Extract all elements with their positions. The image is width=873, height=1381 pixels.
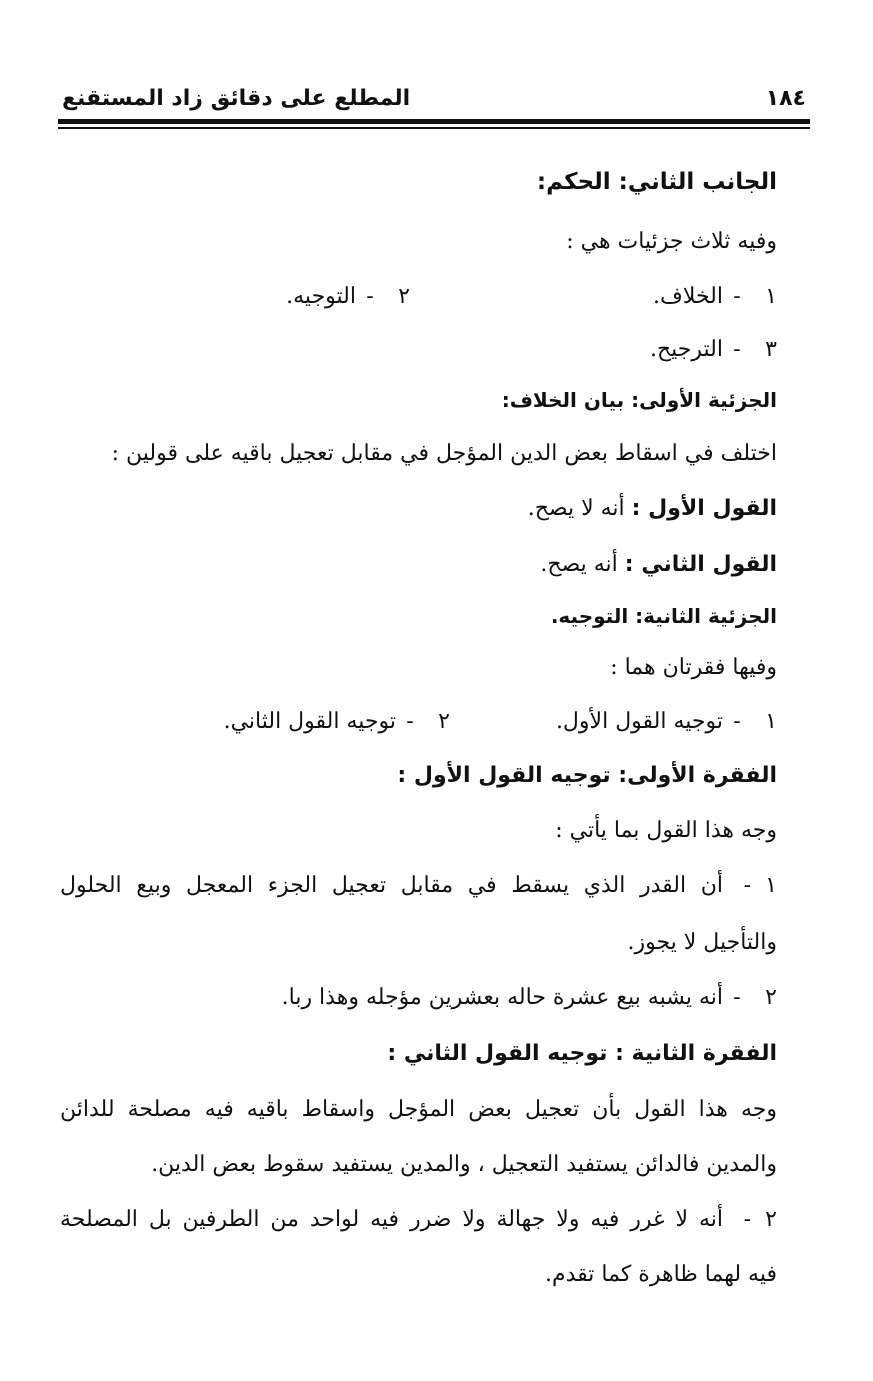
page-header <box>60 84 808 120</box>
list1-item-2: ٢-التوجيه. <box>110 281 410 313</box>
page-number: ١٨٤ <box>765 86 806 111</box>
part2-intro: وفيها فقرتان هما : <box>610 655 777 680</box>
list-number: ١ <box>765 709 777 734</box>
para-text: أنه لا غرر فيه ولا جهالة ولا ضرر فيه لواحد من الطرفين بل المصلحة <box>60 1207 723 1232</box>
opinion-1-label: القول الأول : <box>631 496 777 521</box>
list-text: توجيه القول الأول. <box>555 709 723 734</box>
opinion-1 <box>60 493 777 525</box>
list2-item-2: ٢-توجيه القول الثاني. <box>160 706 450 738</box>
para1-item1-line2: والتأجيل لا يجوز. <box>627 930 777 955</box>
part1-heading: الجزئية الأولى: بيان الخلاف: <box>501 388 777 412</box>
para2-item2-line2: فيه لهما ظاهرة كما تقدم. <box>545 1262 777 1287</box>
list-text: توجيه القول الثاني. <box>223 709 396 734</box>
para2-item2-line1: ٢-أنه لا غرر فيه ولا جهالة ولا ضرر فيه لواحد من الطرفين بل المصلحة <box>60 1207 777 1232</box>
list2-item-1: ١-توجيه القول الأول. <box>60 706 777 738</box>
part2-heading: الجزئية الثانية: التوجيه. <box>550 604 777 628</box>
list-text: الخلاف. <box>653 284 723 309</box>
header-rule-thin <box>58 127 810 129</box>
para2-heading: الفقرة الثانية : توجيه القول الثاني : <box>387 1041 777 1066</box>
header-rule-thick <box>58 119 810 124</box>
list-number: ٢ <box>398 284 410 309</box>
book-title: المطلع على دقائق زاد المستقنع <box>62 86 411 111</box>
list-text: الترجيح. <box>649 337 723 362</box>
list-number: ٣ <box>765 337 777 362</box>
opinion-2-text: أنه يصح. <box>540 552 618 577</box>
list-text: التوجيه. <box>286 284 356 309</box>
opinion-2-label: القول الثاني : <box>624 552 777 577</box>
dispute-text: اختلف في اسقاط بعض الدين المؤجل في مقابل تعجيل باقيه على قولين : <box>111 441 777 466</box>
side2-heading: الجانب الثاني: الحكم: <box>536 169 777 195</box>
para-text: أن القدر الذي يسقط في مقابل تعجيل الجزء المعجل وبيع الحلول <box>60 873 723 898</box>
list-number: ١ <box>765 284 777 309</box>
list1-item-3: ٣-الترجيح. <box>60 334 777 366</box>
para-text: أنه يشبه بيع عشرة حاله بعشرين مؤجله وهذا ربا. <box>281 985 723 1010</box>
opinion-2 <box>60 549 777 581</box>
para1-item1-line1: ١-أن القدر الذي يسقط في مقابل تعجيل الجزء المعجل وبيع الحلول <box>60 873 777 898</box>
list-number: ٢ <box>438 709 450 734</box>
para1-intro: وجه هذا القول بما يأتي : <box>555 818 777 843</box>
list1-item-1: ١-الخلاف. <box>60 281 777 313</box>
para1-item2: ٢-أنه يشبه بيع عشرة حاله بعشرين مؤجله وهذا ربا. <box>281 985 777 1010</box>
para2-line1: وجه هذا القول بأن تعجيل بعض المؤجل واسقاط باقيه فيه مصلحة للدائن <box>60 1097 777 1122</box>
intro-text: وفيه ثلاث جزئيات هي : <box>566 229 777 254</box>
opinion-1-text: أنه لا يصح. <box>527 496 625 521</box>
para1-heading: الفقرة الأولى: توجيه القول الأول : <box>397 763 777 788</box>
para2-line2: والمدين فالدائن يستفيد التعجيل ، والمدين يستفيد سقوط بعض الدين. <box>151 1152 777 1177</box>
